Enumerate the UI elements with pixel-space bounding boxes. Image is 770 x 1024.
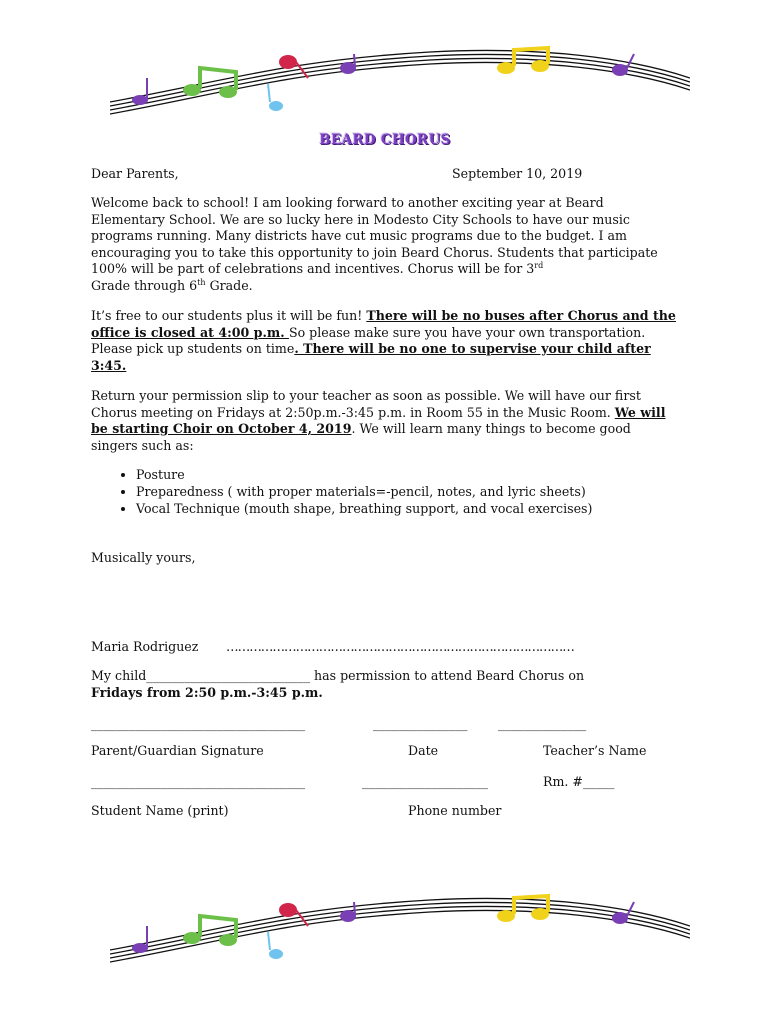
student-name-label: Student Name (print) xyxy=(91,803,229,818)
room-number-field[interactable]: Rm. #_____ xyxy=(543,774,615,789)
paragraph-transport-text1: It’s free to our students plus it will be fun! xyxy=(91,308,367,323)
supervision-notice: . There will be no one to supervise your child after 3:45. xyxy=(91,341,651,373)
paragraph-welcome-end: Grade. xyxy=(205,277,253,293)
list-item: • Preparedness ( with proper materials=-pencil, notes, and lyric sheets) xyxy=(136,483,592,500)
paragraph-welcome-mid: Grade through 6 xyxy=(91,277,198,293)
skills-list xyxy=(91,466,592,517)
phone-line[interactable]: ____________________ xyxy=(362,774,488,789)
teacher-name-label: Teacher’s Name xyxy=(543,743,647,758)
letter-date: September 10, 2019 xyxy=(452,166,583,181)
signature-line: ……………………………………………………………………………… xyxy=(226,639,574,654)
parent-signature-label: Parent/Guardian Signature xyxy=(91,743,264,758)
permission-time: Fridays from 2:50 p.m.-3:45 p.m. xyxy=(91,685,323,700)
paragraph-permission-slip xyxy=(91,388,681,454)
music-staff-banner-bottom xyxy=(110,888,690,968)
list-item: • Posture xyxy=(136,466,592,483)
greeting: Dear Parents, xyxy=(91,166,179,181)
date-label: Date xyxy=(408,743,439,758)
paragraph-welcome xyxy=(91,195,681,294)
permission-statement: My child__________________________ has permission to attend Beard Chorus on xyxy=(91,668,585,683)
closing: Musically yours, xyxy=(91,550,196,565)
paragraph-welcome-text: Welcome back to school! I am looking forward to another exciting year at Beard Elementary School. We are so lucky here in Modesto City Schools to have our music programs running. Many districts have cut music programs due to the budget. I am encouraging you to take this opportunity to join Beard Chorus. Students that participate 100% will be part of celebrations and incentives. Chorus will be for 3 xyxy=(91,195,658,276)
date-line[interactable]: _______________ xyxy=(373,716,468,731)
paragraph-slip-text1: Return your permission slip to your teacher as soon as possible. We will have our first Chorus meeting on Fridays at 2:50p.m.-3:45 p.m. in Room 55 in the Music Room. xyxy=(91,388,641,420)
paragraph-transport-text2: So please make sure you have your own transportation. Please pick up students on time xyxy=(91,324,646,356)
music-staff-banner-top xyxy=(110,40,690,120)
sup-rd: rd xyxy=(534,260,544,270)
paragraph-transport xyxy=(91,308,681,374)
student-name-line[interactable]: __________________________________ xyxy=(91,774,306,789)
sup-th: th xyxy=(197,277,206,287)
no-buses-notice: There will be no buses after Chorus and the office is closed at 4:00 p.m. xyxy=(91,308,676,340)
paragraph-slip-text2: . We will learn many things to become good singers such as: xyxy=(91,421,631,453)
parent-signature-line[interactable]: __________________________________ xyxy=(91,716,306,731)
list-item: • Vocal Technique (mouth shape, breathing support, and vocal exercises) xyxy=(136,500,592,517)
start-date-notice: We will be starting Choir on October 4, 2019 xyxy=(91,404,666,436)
signature-name: Maria Rodriguez xyxy=(91,639,199,654)
teacher-name-line[interactable]: ______________ xyxy=(498,716,587,731)
phone-label: Phone number xyxy=(408,803,502,818)
page-title: BEARD CHORUS xyxy=(319,132,451,148)
